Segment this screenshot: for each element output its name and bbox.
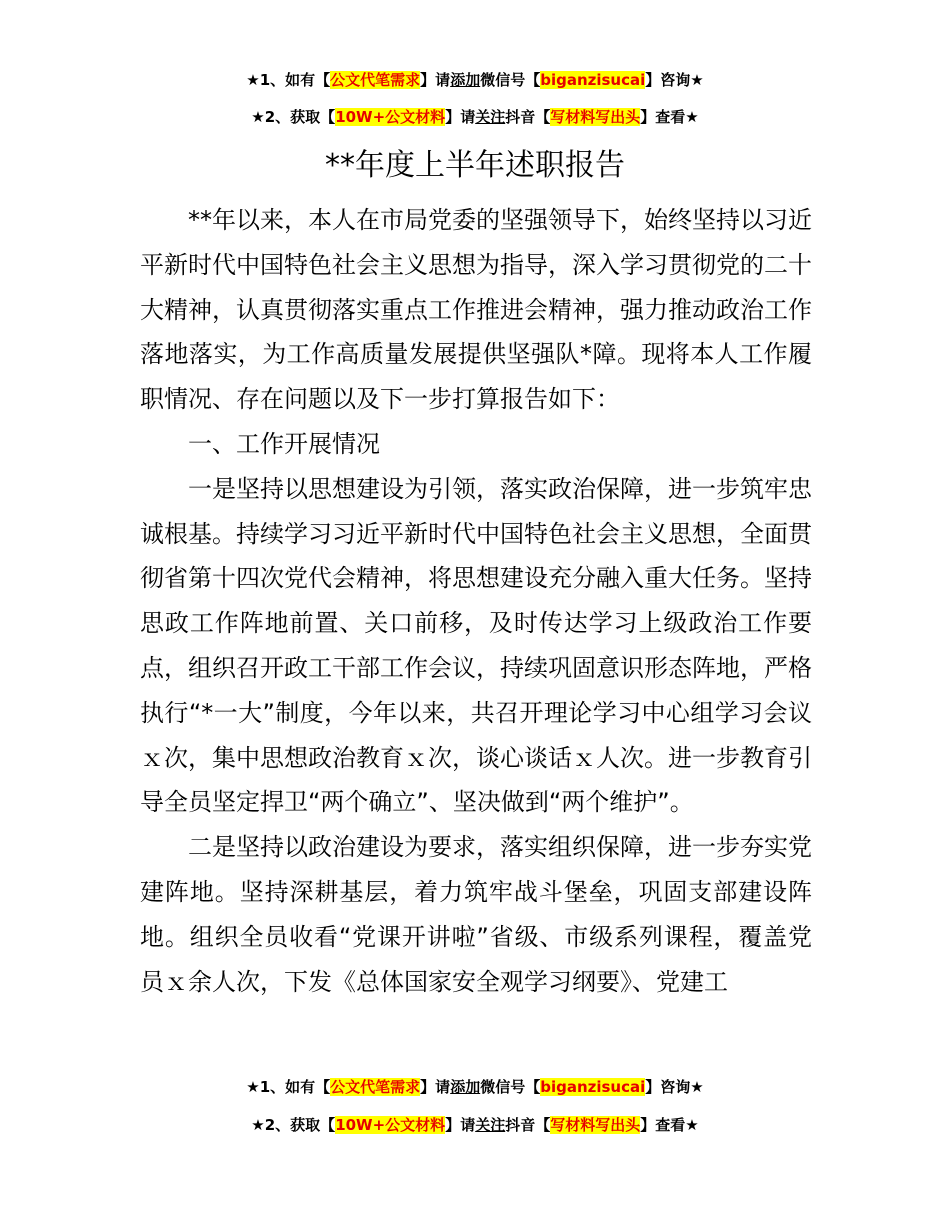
paragraph-item-2: 二是坚持以政治建设为要求，落实组织保障，进一步夯实党建阵地。坚持深耕基层，着力筑牢战斗堡垒，巩固支部建设阵地。组织全员收看“党课开讲啦”省级、市级系列课程，覆盖党员ｘ余人次，下发《总体国家安全观学习纲要》、党建工: [140, 833, 812, 996]
banner-underline: 关注: [475, 108, 506, 126]
banner-text: 微信号【: [480, 1078, 541, 1096]
paragraph-item-1: 一是坚持以思想建设为引领，落实政治保障，进一步筑牢忠诚根基。持续学习习近平新时代中国特色社会主义思想，全面贯彻省第十四次党代会精神，将思想建设充分融入重大任务。坚持思政工作阵地前置、关口前移，及时传达学习上级政治工作要点，组织召开政工干部工作会议，持续巩固意识形态阵地，严格执行“*一大”制度，今年以来，共召开理论学习中心组学习会议ｘ次，集中思想政治教育ｘ次，谈心谈话ｘ人次。进一步教育引导全员坚定捍卫“两个确立”、坚决做到“两个维护”。: [140, 474, 812, 817]
banner-text: ★2、获取【: [251, 1116, 336, 1134]
banner-highlight: 10W+公文材料: [335, 108, 446, 126]
banner-text: 】查看★: [640, 108, 699, 126]
banner-highlight: biganzisucai: [540, 71, 646, 89]
banner-text: 微信号【: [480, 71, 541, 89]
banner-text: 】咨询★: [645, 71, 704, 89]
banner-highlight: 写材料写出头: [550, 108, 641, 126]
banner-text: ★1、如有【: [246, 71, 331, 89]
banner-text: 】咨询★: [645, 1078, 704, 1096]
banner-text: ★2、获取【: [251, 108, 336, 126]
banner-text: 抖音【: [505, 108, 551, 126]
banner-text: 】请: [445, 1116, 476, 1134]
top-banner-line-2: [0, 107, 950, 127]
bottom-banner-line-1: [0, 1077, 950, 1097]
banner-highlight: biganzisucai: [540, 1078, 646, 1096]
banner-highlight: 10W+公文材料: [335, 1116, 446, 1134]
top-banner-line-1: [0, 70, 950, 90]
banner-highlight: 写材料写出头: [550, 1116, 641, 1134]
document-body: [140, 198, 812, 1004]
section-heading: 一、工作开展情况: [188, 429, 380, 458]
banner-text: 抖音【: [505, 1116, 551, 1134]
banner-text: ★1、如有【: [246, 1078, 331, 1096]
banner-text: 】请: [445, 108, 476, 126]
banner-highlight: 公文代笔需求: [330, 1078, 421, 1096]
page-title: **年度上半年述职报告: [325, 148, 625, 183]
bottom-banner-line-2: [0, 1115, 950, 1135]
banner-underline: 添加: [450, 1078, 481, 1096]
banner-underline: 添加: [450, 71, 481, 89]
banner-highlight: 公文代笔需求: [330, 71, 421, 89]
banner-text: 】请: [420, 71, 451, 89]
banner-underline: 关注: [475, 1116, 506, 1134]
banner-text: 】请: [420, 1078, 451, 1096]
banner-text: 】查看★: [640, 1116, 699, 1134]
paragraph-intro: **年以来，本人在市局党委的坚强领导下，始终坚持以习近平新时代中国特色社会主义思想为指导，深入学习贯彻党的二十大精神，认真贯彻落实重点工作推进会精神，强力推动政治工作落地落实，为工作高质量发展提供坚强队*障。现将本人工作履职情况、存在问题以及下一步打算报告如下：: [140, 206, 812, 414]
